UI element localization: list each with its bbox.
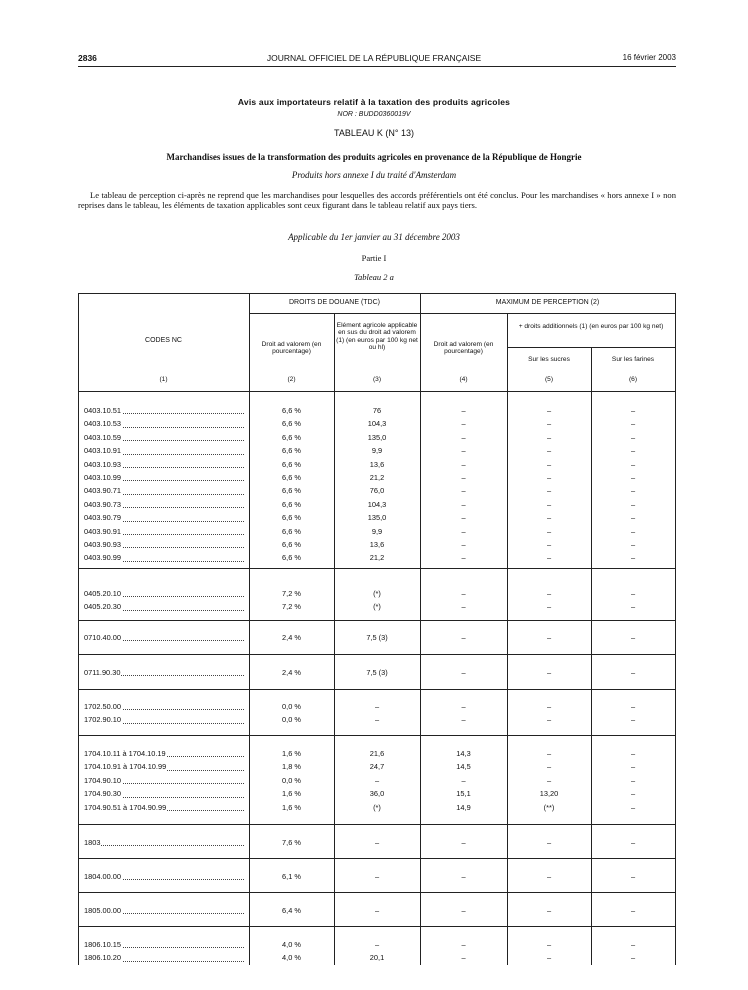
col-sep-1 xyxy=(249,293,250,965)
cell-col-2: 4,0 % xyxy=(282,953,301,963)
nc-code xyxy=(84,511,244,524)
group-separator xyxy=(78,926,676,927)
header-c4: Droit ad valorem (en pourcentage) xyxy=(433,341,494,356)
cell-col-6: – xyxy=(630,633,636,642)
nc-code xyxy=(84,498,244,511)
nc-code-text: 1704.90.10 xyxy=(84,775,121,785)
nor-reference: NOR : BUDD0360019V xyxy=(337,111,411,118)
nc-code xyxy=(84,747,244,760)
cell-col-2: 7,2 % xyxy=(282,589,301,598)
cell-col-3: – xyxy=(374,872,380,881)
cell-col-2: 6,6 % xyxy=(282,513,301,523)
cell-col-4: 14,9 xyxy=(456,802,471,812)
cell-col-5: (**) xyxy=(543,802,555,812)
header-c3: Elément agricole applicable en sus du droit ad valorem (1) (en euros par 100 kg net ou hl) xyxy=(336,322,418,352)
cell-col-3: 21,2 xyxy=(369,553,385,563)
nc-code-text: 1704.90.51 à 1704.90.99 xyxy=(84,802,167,812)
cell-col-4: – xyxy=(461,499,466,509)
cell-col-4: – xyxy=(461,526,466,536)
table-border-left xyxy=(78,293,79,965)
cell-col-5: – xyxy=(546,775,552,785)
group-separator xyxy=(78,892,676,893)
cell-col-6: – xyxy=(630,872,636,881)
cell-col-4: – xyxy=(461,540,466,549)
journal-title: JOURNAL OFFICIEL DE LA RÉPUBLIQUE FRANÇAISE xyxy=(266,53,482,63)
header-codes-nc: CODES NC xyxy=(145,337,182,344)
cell-col-6: – xyxy=(630,668,636,677)
cell-col-2: 6,6 % xyxy=(282,459,301,469)
nc-code xyxy=(84,631,244,644)
cell-col-2: 6,6 % xyxy=(282,446,301,456)
header-droits-douane: DROITS DE DOUANE (TDC) xyxy=(289,299,380,306)
cell-col-4: – xyxy=(461,838,466,847)
cell-col-5: – xyxy=(546,499,552,509)
cell-col-6: – xyxy=(630,749,636,758)
cell-col-4: – xyxy=(461,668,466,677)
cell-col-6: – xyxy=(630,446,636,456)
cell-col-5: – xyxy=(546,540,552,549)
cell-col-4: – xyxy=(461,553,466,563)
nc-code xyxy=(84,471,244,484)
nc-code-text: 1702.90.10 xyxy=(84,715,121,725)
nc-code xyxy=(84,444,244,457)
nc-code-text: 1804.00.00 xyxy=(84,872,121,881)
nc-code xyxy=(84,951,244,964)
cell-col-6: – xyxy=(630,775,636,785)
cell-col-4: – xyxy=(461,589,466,598)
cell-col-4: – xyxy=(461,419,466,429)
cell-col-4: – xyxy=(461,459,466,469)
cell-col-3: – xyxy=(374,702,380,711)
header-maximum: MAXIMUM DE PERCEPTION (2) xyxy=(495,299,600,306)
leader-dots xyxy=(84,845,244,846)
nc-code-text: 1704.90.30 xyxy=(84,789,121,799)
nc-code-text: 0403.90.91 xyxy=(84,526,121,536)
cell-col-3: 21,2 xyxy=(369,473,385,482)
cell-col-4: – xyxy=(461,602,466,612)
colnum-6: (6) xyxy=(628,376,638,383)
nc-code-text: 1704.10.91 à 1704.10.99 xyxy=(84,762,167,772)
cell-col-3: – xyxy=(374,940,380,949)
applicable-period: Applicable du 1er janvier au 31 décembre 2003 xyxy=(288,232,460,242)
cell-col-2: 1,8 % xyxy=(282,762,301,772)
cell-col-3: 36,0 xyxy=(369,789,385,799)
cell-col-6: – xyxy=(630,473,636,482)
colnum-2: (2) xyxy=(287,376,296,383)
cell-col-6: – xyxy=(630,953,636,963)
nc-code-text: 0403.10.93 xyxy=(84,459,121,469)
tableau-2a-label: Tableau 2 a xyxy=(354,272,394,282)
cell-col-6: – xyxy=(630,486,636,496)
col-sep-3 xyxy=(420,293,421,965)
cell-col-2: 6,6 % xyxy=(282,540,301,549)
nc-code xyxy=(84,787,244,800)
cell-col-2: 7,6 % xyxy=(282,838,301,847)
nc-code xyxy=(84,538,244,551)
nc-code xyxy=(84,904,244,917)
cell-col-6: – xyxy=(630,589,636,598)
cell-col-5: – xyxy=(546,940,552,949)
cell-col-2: 6,6 % xyxy=(282,432,301,442)
cell-col-3: 76,0 xyxy=(369,486,385,496)
cell-col-2: 4,0 % xyxy=(282,940,301,949)
cell-col-5: – xyxy=(546,406,552,415)
nc-code-text: 1805.00.00 xyxy=(84,906,121,915)
nc-code xyxy=(84,666,244,679)
cell-col-5: – xyxy=(546,668,552,677)
cell-col-2: 0,0 % xyxy=(282,715,301,725)
cell-col-5: – xyxy=(546,906,552,915)
nc-code-text: 0405.20.10 xyxy=(84,589,121,598)
cell-col-5: – xyxy=(546,419,552,429)
cell-col-2: 6,6 % xyxy=(282,406,301,415)
group-separator xyxy=(78,858,676,859)
nc-code-text: 0403.10.51 xyxy=(84,406,121,415)
nc-code xyxy=(84,801,244,814)
nc-code-text: 0403.10.99 xyxy=(84,473,121,482)
nc-code xyxy=(84,525,244,538)
nc-code xyxy=(84,700,244,713)
header-rule-bottom xyxy=(78,391,676,392)
nc-code xyxy=(84,417,244,430)
nc-code-text: 1704.10.11 à 1704.10.19 xyxy=(84,749,166,758)
cell-col-6: – xyxy=(630,838,636,847)
cell-col-5: – xyxy=(546,526,552,536)
cell-col-3: 7,5 (3) xyxy=(366,668,388,677)
cell-col-6: – xyxy=(630,526,636,536)
cell-col-3: (*) xyxy=(373,802,381,812)
cell-col-6: – xyxy=(630,553,636,563)
cell-col-3: – xyxy=(374,838,380,847)
cell-col-5: – xyxy=(546,762,552,772)
cell-col-4: – xyxy=(461,702,466,711)
cell-col-2: 6,6 % xyxy=(282,499,301,509)
cell-col-3: 20,1 xyxy=(369,953,385,963)
cell-col-2: 6,6 % xyxy=(282,486,301,496)
cell-col-4: – xyxy=(461,513,466,523)
cell-col-3: 76 xyxy=(372,406,382,415)
page-number: 2836 xyxy=(78,53,97,63)
nc-code xyxy=(84,600,244,613)
cell-col-3: 13,6 xyxy=(369,540,385,549)
tableau-k-title: TABLEAU K (N° 13) xyxy=(334,128,414,138)
table-border-right xyxy=(675,293,676,965)
cell-col-5: – xyxy=(546,633,552,642)
cell-col-4: – xyxy=(461,775,466,785)
cell-col-5: – xyxy=(546,486,552,496)
header-c6: Sur les farines xyxy=(611,356,655,363)
cell-col-5: – xyxy=(546,459,552,469)
nc-code-text: 1803 xyxy=(84,838,101,847)
nc-code-text: 0403.90.79 xyxy=(84,513,121,523)
cell-col-3: 24,7 xyxy=(369,762,385,772)
nc-code xyxy=(84,870,244,883)
colnum-5: (5) xyxy=(544,376,554,383)
nc-code-text: 0403.90.99 xyxy=(84,553,121,563)
cell-col-2: 1,6 % xyxy=(282,749,301,758)
cell-col-4: – xyxy=(461,906,466,915)
cell-col-5: – xyxy=(546,715,552,725)
cell-col-2: 1,6 % xyxy=(282,802,301,812)
cell-col-4: – xyxy=(461,406,466,415)
nc-code-text: 1702.50.00 xyxy=(84,702,121,711)
cell-col-6: – xyxy=(630,940,636,949)
cell-col-4: – xyxy=(461,872,466,881)
nc-code-text: 0710.40.00 xyxy=(84,633,121,642)
table-border-top xyxy=(78,293,676,294)
colnum-4: (4) xyxy=(459,376,468,383)
cell-col-2: 6,4 % xyxy=(282,906,301,915)
header-c5: Sur les sucres xyxy=(528,356,570,363)
group-separator xyxy=(78,654,676,655)
cell-col-5: – xyxy=(546,432,552,442)
cell-col-4: 15,1 xyxy=(456,789,471,799)
nc-code xyxy=(84,938,244,951)
cell-col-3: – xyxy=(374,715,380,725)
cell-col-6: – xyxy=(630,906,636,915)
cell-col-5: – xyxy=(546,702,552,711)
cell-col-5: 13,20 xyxy=(539,789,559,799)
cell-col-4: 14,3 xyxy=(456,749,471,758)
cell-col-2: 6,1 % xyxy=(282,872,301,881)
cell-col-6: – xyxy=(630,513,636,523)
cell-col-5: – xyxy=(546,749,552,758)
nc-code-text: 0403.10.53 xyxy=(84,419,121,429)
colnum-1: (1) xyxy=(159,376,168,383)
cell-col-6: – xyxy=(630,419,636,429)
cell-col-2: 6,6 % xyxy=(282,553,301,563)
nc-code xyxy=(84,774,244,787)
cell-col-3: 21,6 xyxy=(369,749,385,758)
cell-col-3: 7,5 (3) xyxy=(366,633,388,642)
cell-col-5: – xyxy=(546,589,552,598)
nc-code xyxy=(84,713,244,726)
group-separator xyxy=(78,735,676,736)
cell-col-2: 6,6 % xyxy=(282,473,301,482)
cell-col-5: – xyxy=(546,872,552,881)
cell-col-4: – xyxy=(461,432,466,442)
nc-code xyxy=(84,484,244,497)
cell-col-4: 14,5 xyxy=(456,762,471,772)
colnum-3: (3) xyxy=(372,376,382,383)
nc-code-text: 0403.10.91 xyxy=(84,446,121,456)
cell-col-2: 0,0 % xyxy=(282,702,301,711)
cell-col-6: – xyxy=(630,762,636,772)
nc-code-text: 1806.10.15 xyxy=(84,940,121,949)
cell-col-4: – xyxy=(461,446,466,456)
intro-paragraph: Le tableau de perception ci-après ne reprend que les marchandises pour lesquelles des accords préférentiels ont été conclus. Pour les marchandises « hors annexe I » non reprises dans le tableau, les éléments de taxation applicables sont ceux figurant dans le tableau relatif aux pays tiers. xyxy=(78,190,676,211)
cell-col-4: – xyxy=(461,486,466,496)
cell-col-3: (*) xyxy=(373,589,381,598)
header-rule-1 xyxy=(249,313,675,314)
cell-col-5: – xyxy=(546,953,552,963)
cell-col-5: – xyxy=(546,513,552,523)
cell-col-4: – xyxy=(461,715,466,725)
group-separator xyxy=(78,620,676,621)
group-separator xyxy=(78,824,676,825)
cell-col-2: 6,6 % xyxy=(282,419,301,429)
header-c2: Droit ad valorem (en pourcentage) xyxy=(261,341,322,356)
cell-col-5: – xyxy=(546,553,552,563)
marchandises-title: Marchandises issues de la transformation des produits agricoles en provenance de la République de Hongrie xyxy=(166,152,582,162)
nc-code xyxy=(84,431,244,444)
avis-title: Avis aux importateurs relatif à la taxation des produits agricoles xyxy=(237,97,511,107)
cell-col-5: – xyxy=(546,838,552,847)
produits-subtitle: Produits hors annexe I du traité d'Amsterdam xyxy=(291,170,457,180)
cell-col-3: 104,3 xyxy=(367,419,387,429)
cell-col-4: – xyxy=(461,633,466,642)
cell-col-2: 2,4 % xyxy=(282,668,301,677)
cell-col-3: – xyxy=(374,775,380,785)
header-c56: + droits additionnels (1) (en euros par 100 kg net) xyxy=(518,323,664,330)
nc-code-text: 0403.90.73 xyxy=(84,499,121,509)
cell-col-2: 7,2 % xyxy=(282,602,301,612)
nc-code xyxy=(84,836,244,849)
nc-code xyxy=(84,458,244,471)
cell-col-6: – xyxy=(630,602,636,612)
header-rule xyxy=(78,66,676,67)
cell-col-3: – xyxy=(374,906,380,915)
cell-col-6: – xyxy=(630,432,636,442)
cell-col-6: – xyxy=(630,715,636,725)
cell-col-3: 135,0 xyxy=(367,513,387,523)
group-separator xyxy=(78,568,676,569)
issue-date: 16 février 2003 xyxy=(622,53,676,62)
cell-col-4: – xyxy=(461,940,466,949)
group-separator xyxy=(78,689,676,690)
cell-col-3: (*) xyxy=(373,602,381,612)
cell-col-6: – xyxy=(630,540,636,549)
cell-col-6: – xyxy=(630,802,636,812)
nc-code xyxy=(84,551,244,564)
cell-col-5: – xyxy=(546,473,552,482)
cell-col-6: – xyxy=(630,459,636,469)
cell-col-6: – xyxy=(630,406,636,415)
cell-col-2: 2,4 % xyxy=(282,633,301,642)
nc-code xyxy=(84,404,244,417)
cell-col-6: – xyxy=(630,789,636,799)
nc-code-text: 0711.90.30 xyxy=(84,668,121,677)
cell-col-4: – xyxy=(461,953,466,963)
cell-col-5: – xyxy=(546,446,552,456)
nc-code-text: 0403.10.59 xyxy=(84,432,121,442)
header-rule-2 xyxy=(507,347,675,348)
nc-code-text: 1806.10.20 xyxy=(84,953,121,963)
nc-code-text: 0403.90.93 xyxy=(84,540,121,549)
cell-col-2: 1,6 % xyxy=(282,789,301,799)
cell-col-4: – xyxy=(461,473,466,482)
cell-col-2: 0,0 % xyxy=(282,775,301,785)
nc-code-text: 0405.20.30 xyxy=(84,602,121,612)
cell-col-3: 13,6 xyxy=(369,459,385,469)
cell-col-3: 104,3 xyxy=(367,499,387,509)
nc-code-text: 0403.90.71 xyxy=(84,486,121,496)
partie-label: Partie I xyxy=(361,253,387,263)
cell-col-6: – xyxy=(630,499,636,509)
cell-col-3: 9,9 xyxy=(371,446,383,456)
nc-code xyxy=(84,587,244,600)
cell-col-2: 6,6 % xyxy=(282,526,301,536)
cell-col-3: 9,9 xyxy=(371,526,383,536)
nc-code xyxy=(84,760,244,773)
cell-col-6: – xyxy=(630,702,636,711)
cell-col-5: – xyxy=(546,602,552,612)
cell-col-3: 135,0 xyxy=(367,432,387,442)
